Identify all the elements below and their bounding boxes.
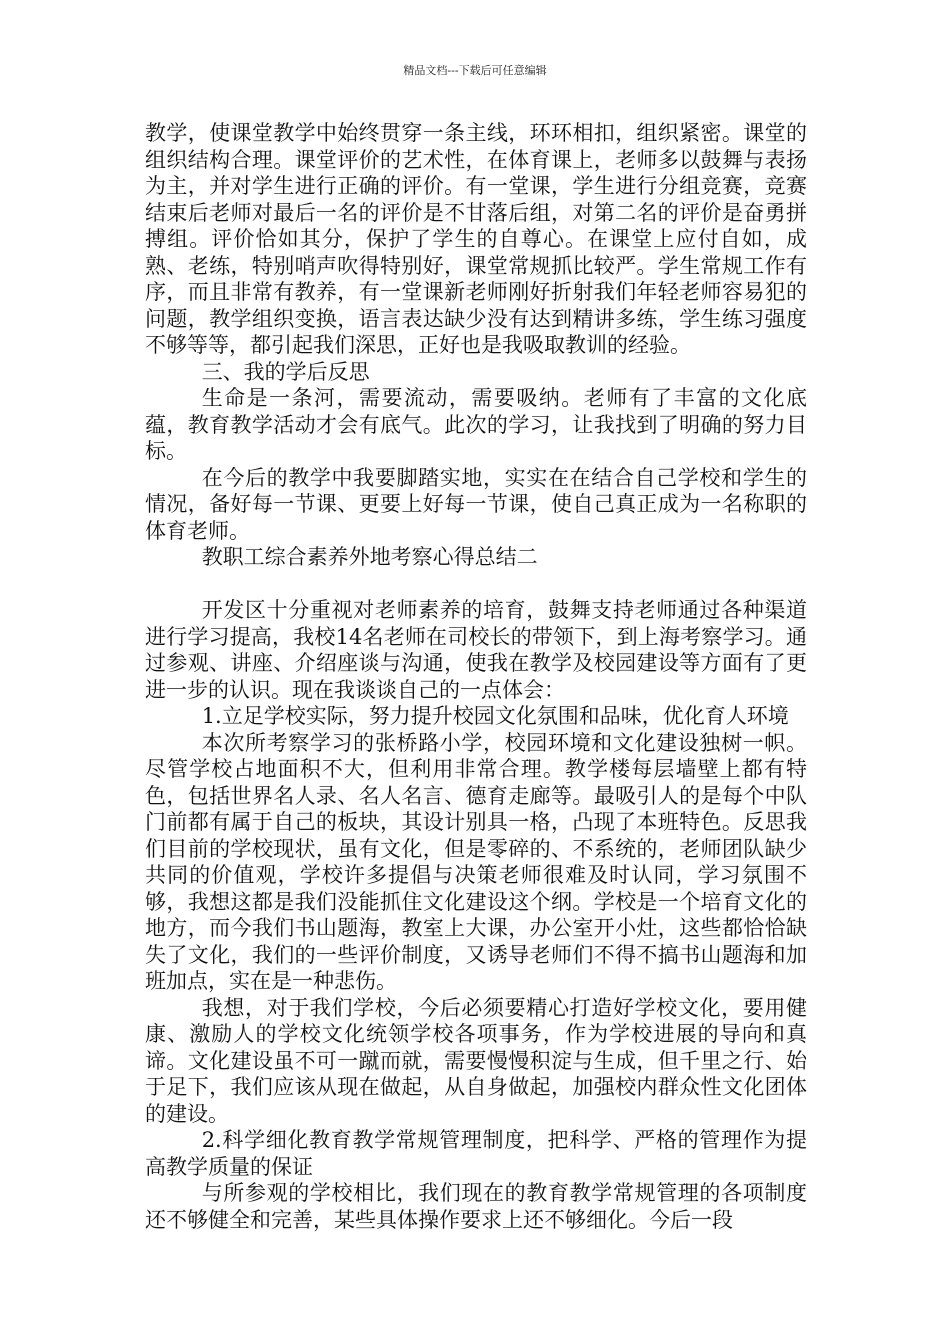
paragraph-life-river: 生命是一条河，需要流动，需要吸纳。老师有了丰富的文化底蕴，教育教学活动才会有底气。此次的学习，让我找到了明确的努力目标。 bbox=[145, 386, 807, 463]
point-heading-management: 2.科学细化教育教学常规管理制度，把科学、严格的管理作为提高教学质量的保证 bbox=[145, 1128, 807, 1179]
paragraph-future-teaching: 在今后的教学中我要脚踏实地，实实在在结合自己学校和学生的情况，备好每一节课、更要上好每一节课，使自己真正成为一名称职的体育老师。 bbox=[145, 465, 807, 543]
paragraph-zhangqiao-school: 本次所考察学习的张桥路小学，校园环境和文化建设独树一帜。尽管学校占地面积不大，但利用非常合理。教学楼每层墙壁上都有特色，包括世界名人录、名人名言、德育走廊等。最吸引人的是每个中队门前都有属于自己的板块，其设计别具一格，凸现了本班特色。反思我们目前的学校现状，虽有文化，但是零碎的、不系统的，老师团队缺少共同的价值观，学校许多提倡与决策老师很难及时认同，学习氛围不够，我想这都是我们没能抓住文化建设这个纲。学校是一个培育文化的地方，而今我们书山题海，教室上大课，办公室开小灶，这些都恰恰缺失了文化，我们的一些评价制度，又诱导老师们不得不搞书山题海和加班加点，实在是一种悲伤。 bbox=[145, 730, 807, 993]
blank-line bbox=[145, 571, 807, 598]
paragraph-continued-teaching: 教学，使课堂教学中始终贯穿一条主线，环环相扣，组织紧密。课堂的组织结构合理。课堂评价的艺术性，在体育课上，老师多以鼓舞与表扬为主，并对学生进行正确的评价。有一堂课，学生进行分组竞赛，竞赛结束后老师对最后一名的评价是不甘落后组，对第二名的评价是奋勇拼搏组。评价恰如其分，保护了学生的自尊心。在课堂上应付自如，成熟、老练，特别哨声吹得特别好，课堂常规抓比较严。学生常规工作有序，而且非常有教养，有一堂课新老师刚好折射我们年轻老师容易犯的问题，教学组织变换，语言表达缺少没有达到精讲多练，学生练习强度不够等等，都引起我们深思，正好也是我吸取教训的经验。 bbox=[145, 121, 807, 357]
paragraph-management-compare: 与所参观的学校相比，我们现在的教育教学常规管理的各项制度还不够健全和完善，某些具体操作要求上还不够细化。今后一段 bbox=[145, 1181, 807, 1232]
paragraph-development-zone: 开发区十分重视对老师素养的培育，鼓舞支持老师通过各种渠道进行学习提高，我校14名老师在司校长的带领下，到上海考察学习。通过参观、讲座、介绍座谈与沟通，使我在教学及校园建设等方面有了更进一步的认识。现在我谈谈自己的一点体会： bbox=[145, 598, 807, 702]
article-title-summary-two: 教职工综合素养外地考察心得总结二 bbox=[201, 545, 538, 569]
section-heading-reflection: 三、我的学后反思 bbox=[201, 359, 370, 384]
page-header: 精品文档---下载后可任意编辑 bbox=[403, 64, 547, 77]
document-body bbox=[145, 120, 807, 1233]
point-heading-campus-culture: 1.立足学校实际，努力提升校园文化氛围和品味，优化育人环境 bbox=[201, 704, 789, 728]
paragraph-school-culture-plan: 我想，对于我们学校，今后必须要精心打造好学校文化，要用健康、激励人的学校文化统领学校各项事务，作为学校进展的导向和真谛。文化建设虽不可一蹴而就，需要慢慢积淀与生成，但千里之行、始于足下，我们应该从现在做起，从自身做起，加强校内群众性文化团体的建设。 bbox=[145, 995, 807, 1126]
